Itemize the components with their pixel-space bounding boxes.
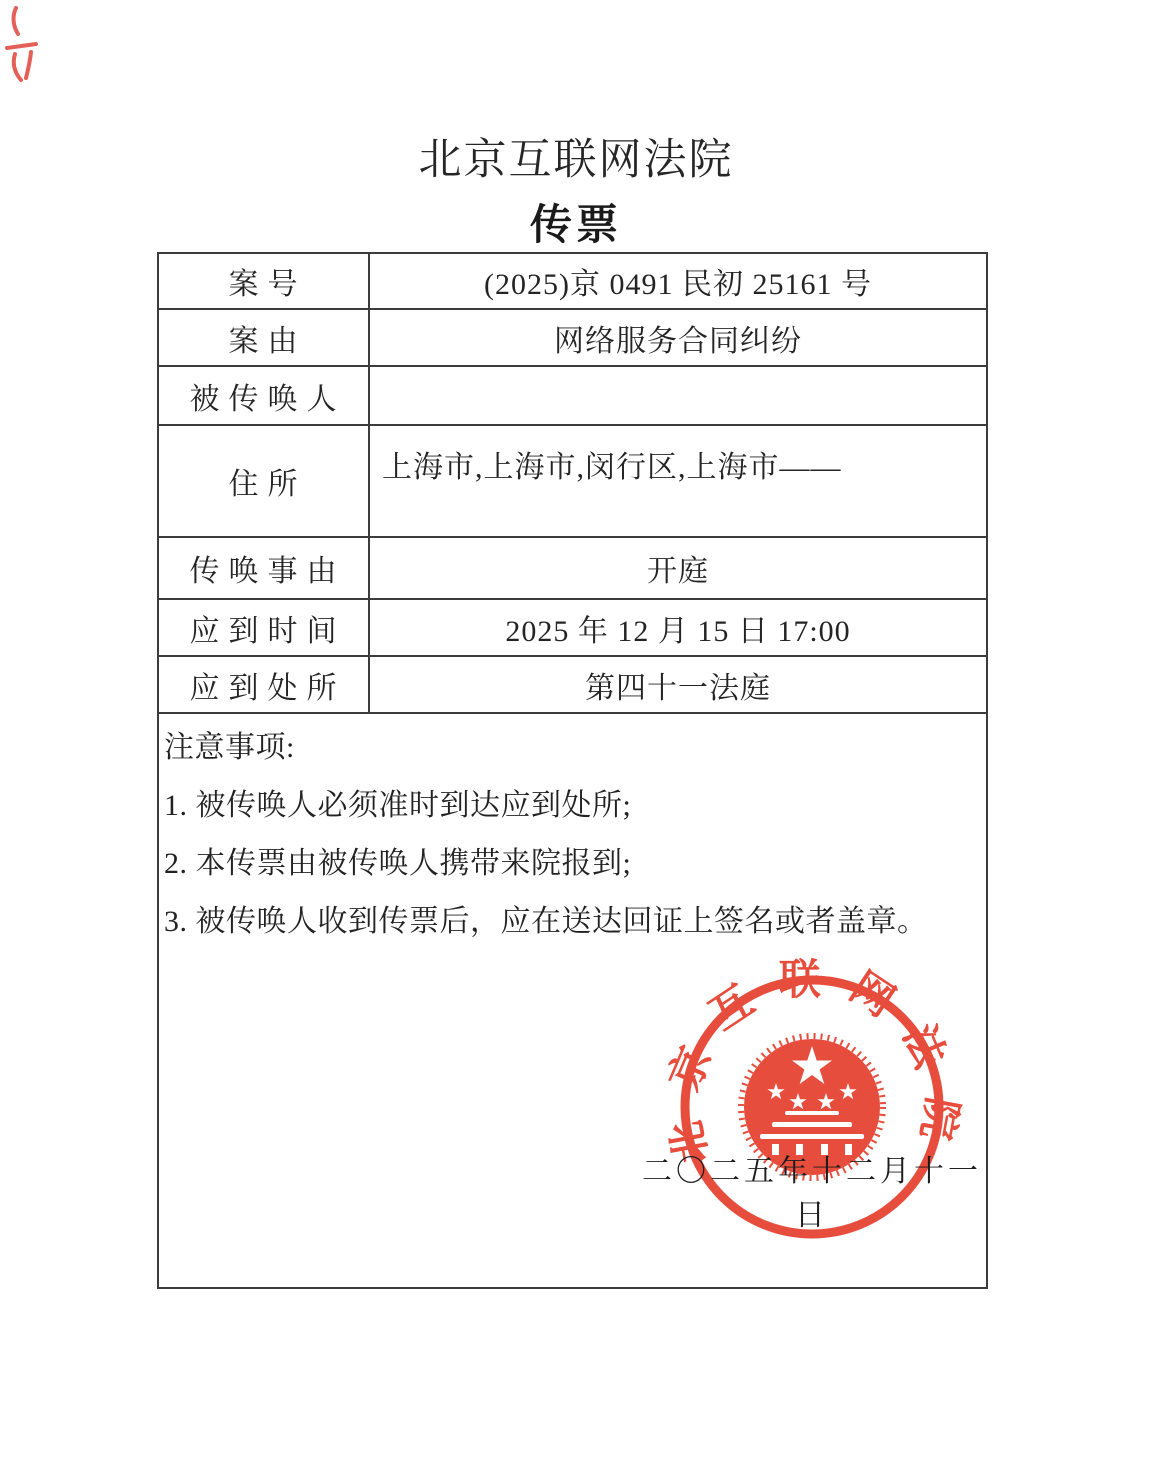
summoned-person-label: 被传唤人 xyxy=(158,366,369,425)
table-row xyxy=(158,309,987,366)
case-number-value: (2025)京 0491 民初 25161 号 xyxy=(369,253,987,309)
table-row xyxy=(158,253,987,309)
note-item: 3. 被传唤人收到传票后，应在送达回证上签名或者盖章。 xyxy=(164,905,928,938)
address-label: 住所 xyxy=(158,425,369,537)
table-row xyxy=(158,656,987,713)
court-title: 北京互联网法院 xyxy=(418,137,734,184)
table-row xyxy=(158,366,987,425)
cause-of-action-label: 案由 xyxy=(158,309,369,366)
note-item: 1. 被传唤人必须准时到达应到处所; xyxy=(164,789,632,822)
table-row xyxy=(158,537,987,599)
cause-of-action-value: 网络服务合同纠纷 xyxy=(369,309,987,366)
case-number-label: 案号 xyxy=(158,253,369,309)
appearance-time-value: 2025 年 12 月 15 日 17:00 xyxy=(369,599,987,656)
notes-heading: 注意事项: xyxy=(164,731,295,764)
seal-ring-text: 北京互联网法院 xyxy=(659,958,965,1167)
note-item: 2. 本传票由被传唤人携带来院报到; xyxy=(164,847,632,880)
table-row xyxy=(158,425,987,537)
summons-reason-value: 开庭 xyxy=(369,537,987,599)
red-corner-mark-icon xyxy=(2,2,48,88)
table-row xyxy=(158,599,987,656)
summons-reason-label: 传唤事由 xyxy=(158,537,369,599)
page-title: 传票 xyxy=(529,203,622,249)
appearance-place-label: 应到处所 xyxy=(158,656,369,713)
appearance-time-label: 应到时间 xyxy=(158,599,369,656)
address-value: 上海市,上海市,闵行区,上海市—— xyxy=(369,425,987,537)
appearance-place-value: 第四十一法庭 xyxy=(369,656,987,713)
summoned-person-value xyxy=(369,366,987,425)
issue-date: 二〇二五年十二月十一日 xyxy=(642,1155,982,1232)
